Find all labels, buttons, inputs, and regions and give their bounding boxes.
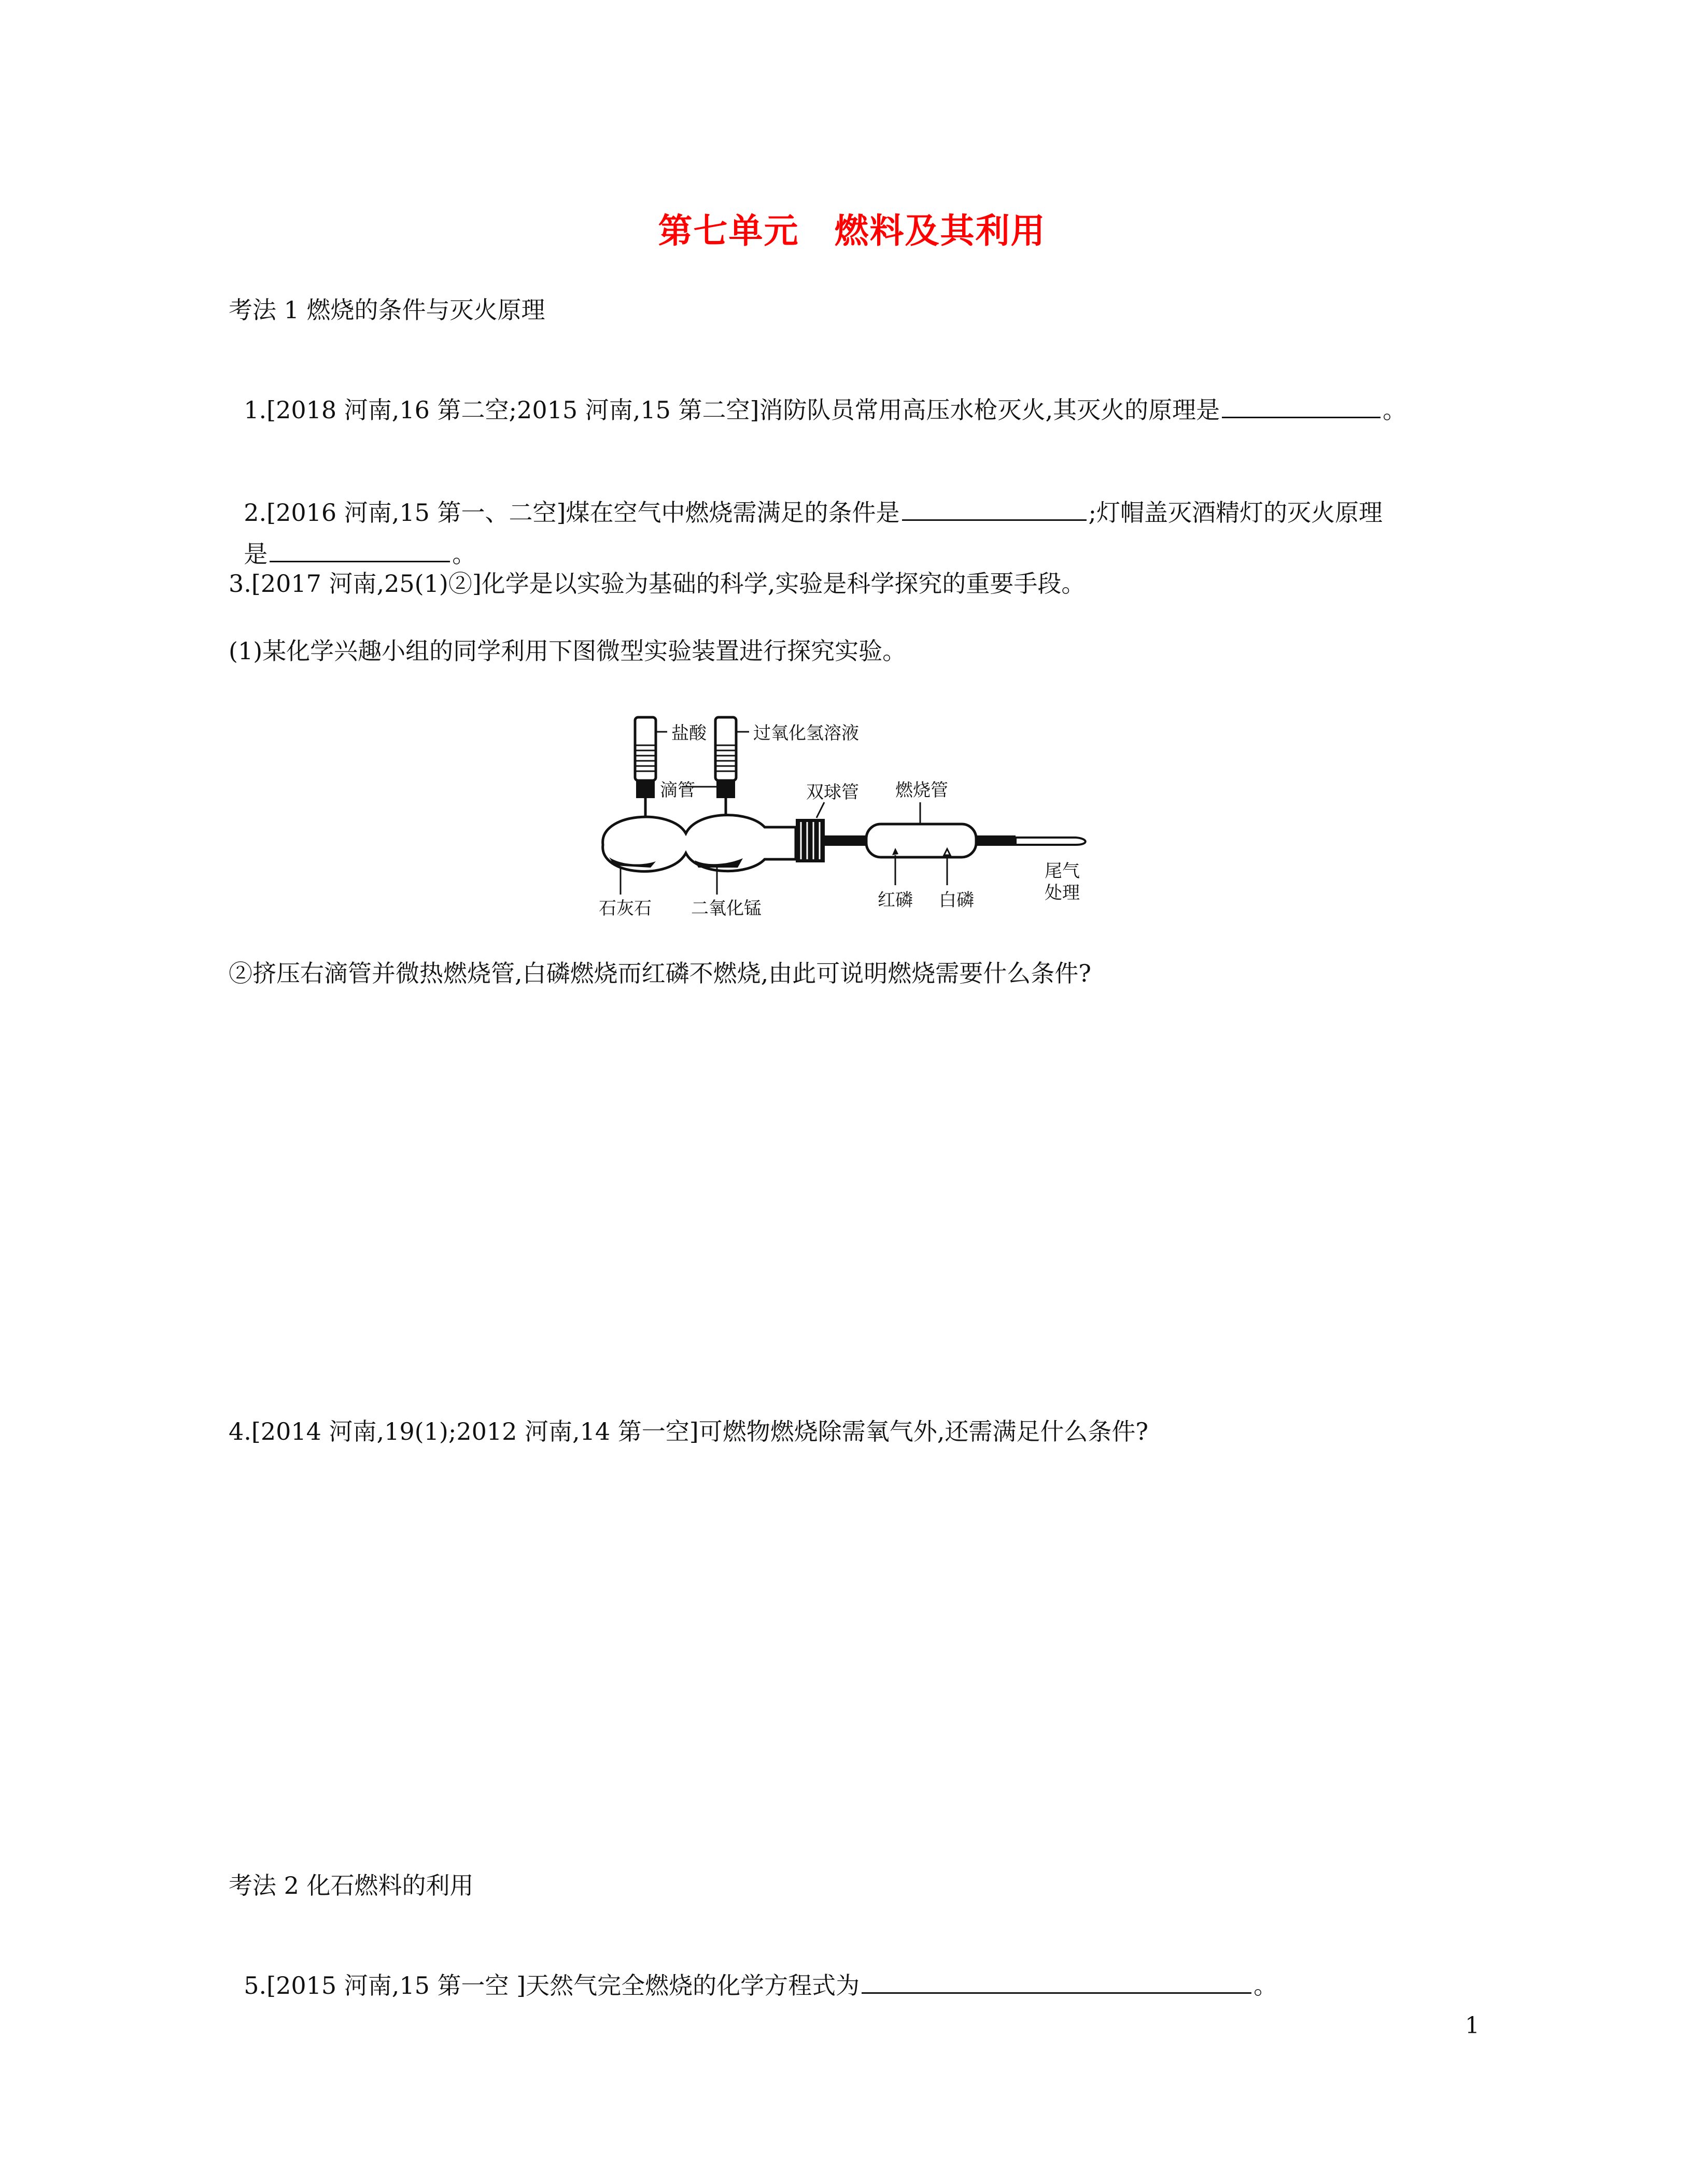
label-mno2: 二氧化锰 [691, 898, 762, 919]
question-1 [229, 362, 1406, 426]
label-dropper: 滴管 [660, 780, 695, 801]
question-2-tail: 。 [452, 540, 476, 568]
label-limestone: 石灰石 [599, 898, 652, 919]
rubber-stopper [796, 819, 825, 862]
question-3-part-2: ②挤压右滴管并微热燃烧管,白磷燃烧而红磷不燃烧,由此可说明燃烧需要什么条件? [229, 959, 1091, 987]
section-heading-1: 考法 1 燃烧的条件与灭火原理 [229, 296, 545, 324]
question-2-line2-start: 是 [244, 540, 268, 568]
label-tail-gas-2: 处理 [1045, 883, 1080, 903]
question-2-line-2 [229, 506, 476, 570]
answer-blank-2b[interactable] [270, 537, 450, 562]
answer-blank-1[interactable] [1222, 393, 1381, 418]
answer-blank-2a[interactable] [902, 495, 1087, 521]
label-h2o2: 过氧化氢溶液 [753, 723, 859, 744]
label-combustion-tube: 燃烧管 [895, 780, 948, 801]
question-2-text: 2.[2016 河南,15 第一、二空]煤在空气中燃烧需满足的条件是 [244, 499, 900, 527]
label-tail-gas-1: 尾气 [1045, 861, 1080, 882]
question-3-sub: (1)某化学兴趣小组的同学利用下图微型实验装置进行探究实验。 [229, 637, 907, 665]
left-dropper [635, 717, 656, 832]
question-1-text: 1.[2018 河南,16 第二空;2015 河南,15 第二空]消防队员常用高压水枪灭火,其灭火的原理是 [244, 396, 1220, 424]
question-5 [229, 1937, 1277, 2001]
section-heading-2: 考法 2 化石燃料的利用 [229, 1871, 474, 1899]
label-double-bulb: 双球管 [806, 782, 859, 803]
question-5-tail: 。 [1254, 1972, 1278, 1999]
tail-tube [1016, 838, 1086, 845]
combustion-tube [866, 824, 976, 857]
answer-blank-5[interactable] [862, 1968, 1251, 1994]
question-1-tail: 。 [1383, 396, 1407, 424]
page-number: 1 [1465, 2012, 1480, 2039]
question-2-mid: ;灯帽盖灭酒精灯的灭火原理 [1088, 499, 1383, 527]
page-title: 第七单元 燃料及其利用 [658, 210, 1046, 251]
question-5-text: 5.[2015 河南,15 第一空 ]天然气完全燃烧的化学方程式为 [244, 1972, 860, 1999]
connecting-tube [825, 835, 866, 846]
experiment-apparatus-figure [578, 709, 1138, 932]
label-hcl: 盐酸 [671, 723, 707, 744]
question-3-intro: 3.[2017 河南,25(1)②]化学是以实验为基础的科学,实验是科学探究的重要手段。 [229, 570, 1086, 598]
question-4: 4.[2014 河南,19(1);2012 河南,14 第一空]可燃物燃烧除需氧气外,还需满足什么条件? [229, 1417, 1149, 1445]
label-red-p: 红磷 [878, 890, 913, 911]
exit-tube [976, 835, 1016, 846]
label-white-p: 白磷 [939, 890, 974, 911]
